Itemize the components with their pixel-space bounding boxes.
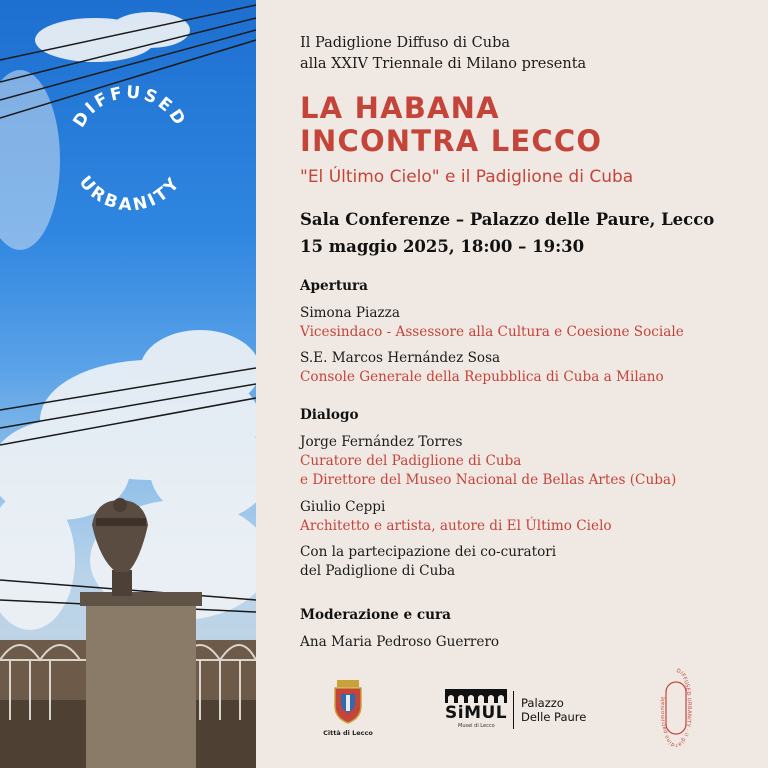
event-subtitle: "El Último Cielo" e il Padiglione di Cuba — [300, 167, 634, 187]
speaker-role: Architetto e artista, autore di El Último Cielo — [300, 518, 612, 534]
palazzo-line-1: Palazzo — [521, 696, 564, 710]
event-title — [300, 92, 602, 158]
speaker-role: Vicesindaco - Assessore alla Cultura e Coesione Sociale — [300, 324, 684, 340]
title-line-1: LA HABANA — [300, 91, 500, 125]
participation-note: del Padiglione di Cuba — [300, 563, 456, 579]
participation-note: Con la partecipazione dei co-curatori — [300, 544, 557, 560]
badge-word-top: DIFFUSED — [69, 82, 191, 132]
lecco-logo-label: Città di Lecco — [323, 729, 373, 737]
speaker-name: S.E. Marcos Hernández Sosa — [300, 350, 501, 366]
du-ring-text: DIFFUSED URBANITY · il giardino patrimoniale — [659, 667, 693, 749]
intro — [300, 33, 586, 75]
diffused-urbanity-logo — [652, 666, 700, 750]
svg-text:URBANITY — [75, 172, 185, 215]
svg-text:DIFFUSED — [69, 83, 190, 132]
badge-word-bottom: URBANITY — [74, 172, 186, 216]
section-apertura — [300, 277, 684, 387]
venue-place: Sala Conferenze – Palazzo delle Paure, Lecco — [300, 210, 715, 229]
palazzo-name — [521, 696, 586, 724]
citta-di-lecco-logo — [322, 680, 374, 737]
speaker-role: e Direttore del Museo Nacional de Bellas Artes (Cuba) — [300, 472, 677, 488]
du-ring-icon — [652, 666, 700, 750]
speaker-name: Simona Piazza — [300, 305, 400, 321]
intro-line-2: alla XXIV Triennale di Milano presenta — [300, 56, 587, 72]
lecco-crest-icon — [331, 680, 365, 724]
simul-subtitle: Musei di Lecco — [458, 723, 495, 729]
section-heading: Moderazione e cura — [300, 607, 451, 623]
museum-arches-icon — [445, 689, 507, 703]
venue-block — [300, 206, 714, 260]
section-dialogo — [300, 406, 676, 581]
speaker-role: Console Generale della Repubblica di Cuba a Milano — [300, 369, 664, 385]
speaker-role: Curatore del Padiglione di Cuba — [300, 453, 522, 469]
section-heading: Dialogo — [300, 407, 359, 423]
speaker-name: Ana Maria Pedroso Guerrero — [300, 634, 500, 650]
palazzo-line-2: Delle Paure — [521, 710, 587, 724]
section-heading: Apertura — [300, 278, 368, 294]
cover-photo — [0, 0, 256, 768]
venue-datetime: 15 maggio 2025, 18:00 – 19:30 — [300, 237, 585, 256]
title-line-2: INCONTRA LECCO — [300, 124, 603, 158]
diffused-urbanity-badge — [69, 83, 190, 216]
simul-name: SiMUL — [445, 703, 508, 723]
photo-illustration — [0, 0, 256, 768]
section-moderazione — [300, 606, 499, 652]
speaker-name: Giulio Ceppi — [300, 499, 386, 515]
intro-line-1: Il Padiglione Diffuso di Cuba — [300, 35, 511, 51]
speaker-name: Jorge Fernández Torres — [300, 434, 463, 450]
simul-palazzo-logo — [445, 689, 605, 733]
logo-divider — [513, 691, 514, 729]
svg-text:DIFFUSED URBANITY · il giardin — [660, 668, 692, 748]
